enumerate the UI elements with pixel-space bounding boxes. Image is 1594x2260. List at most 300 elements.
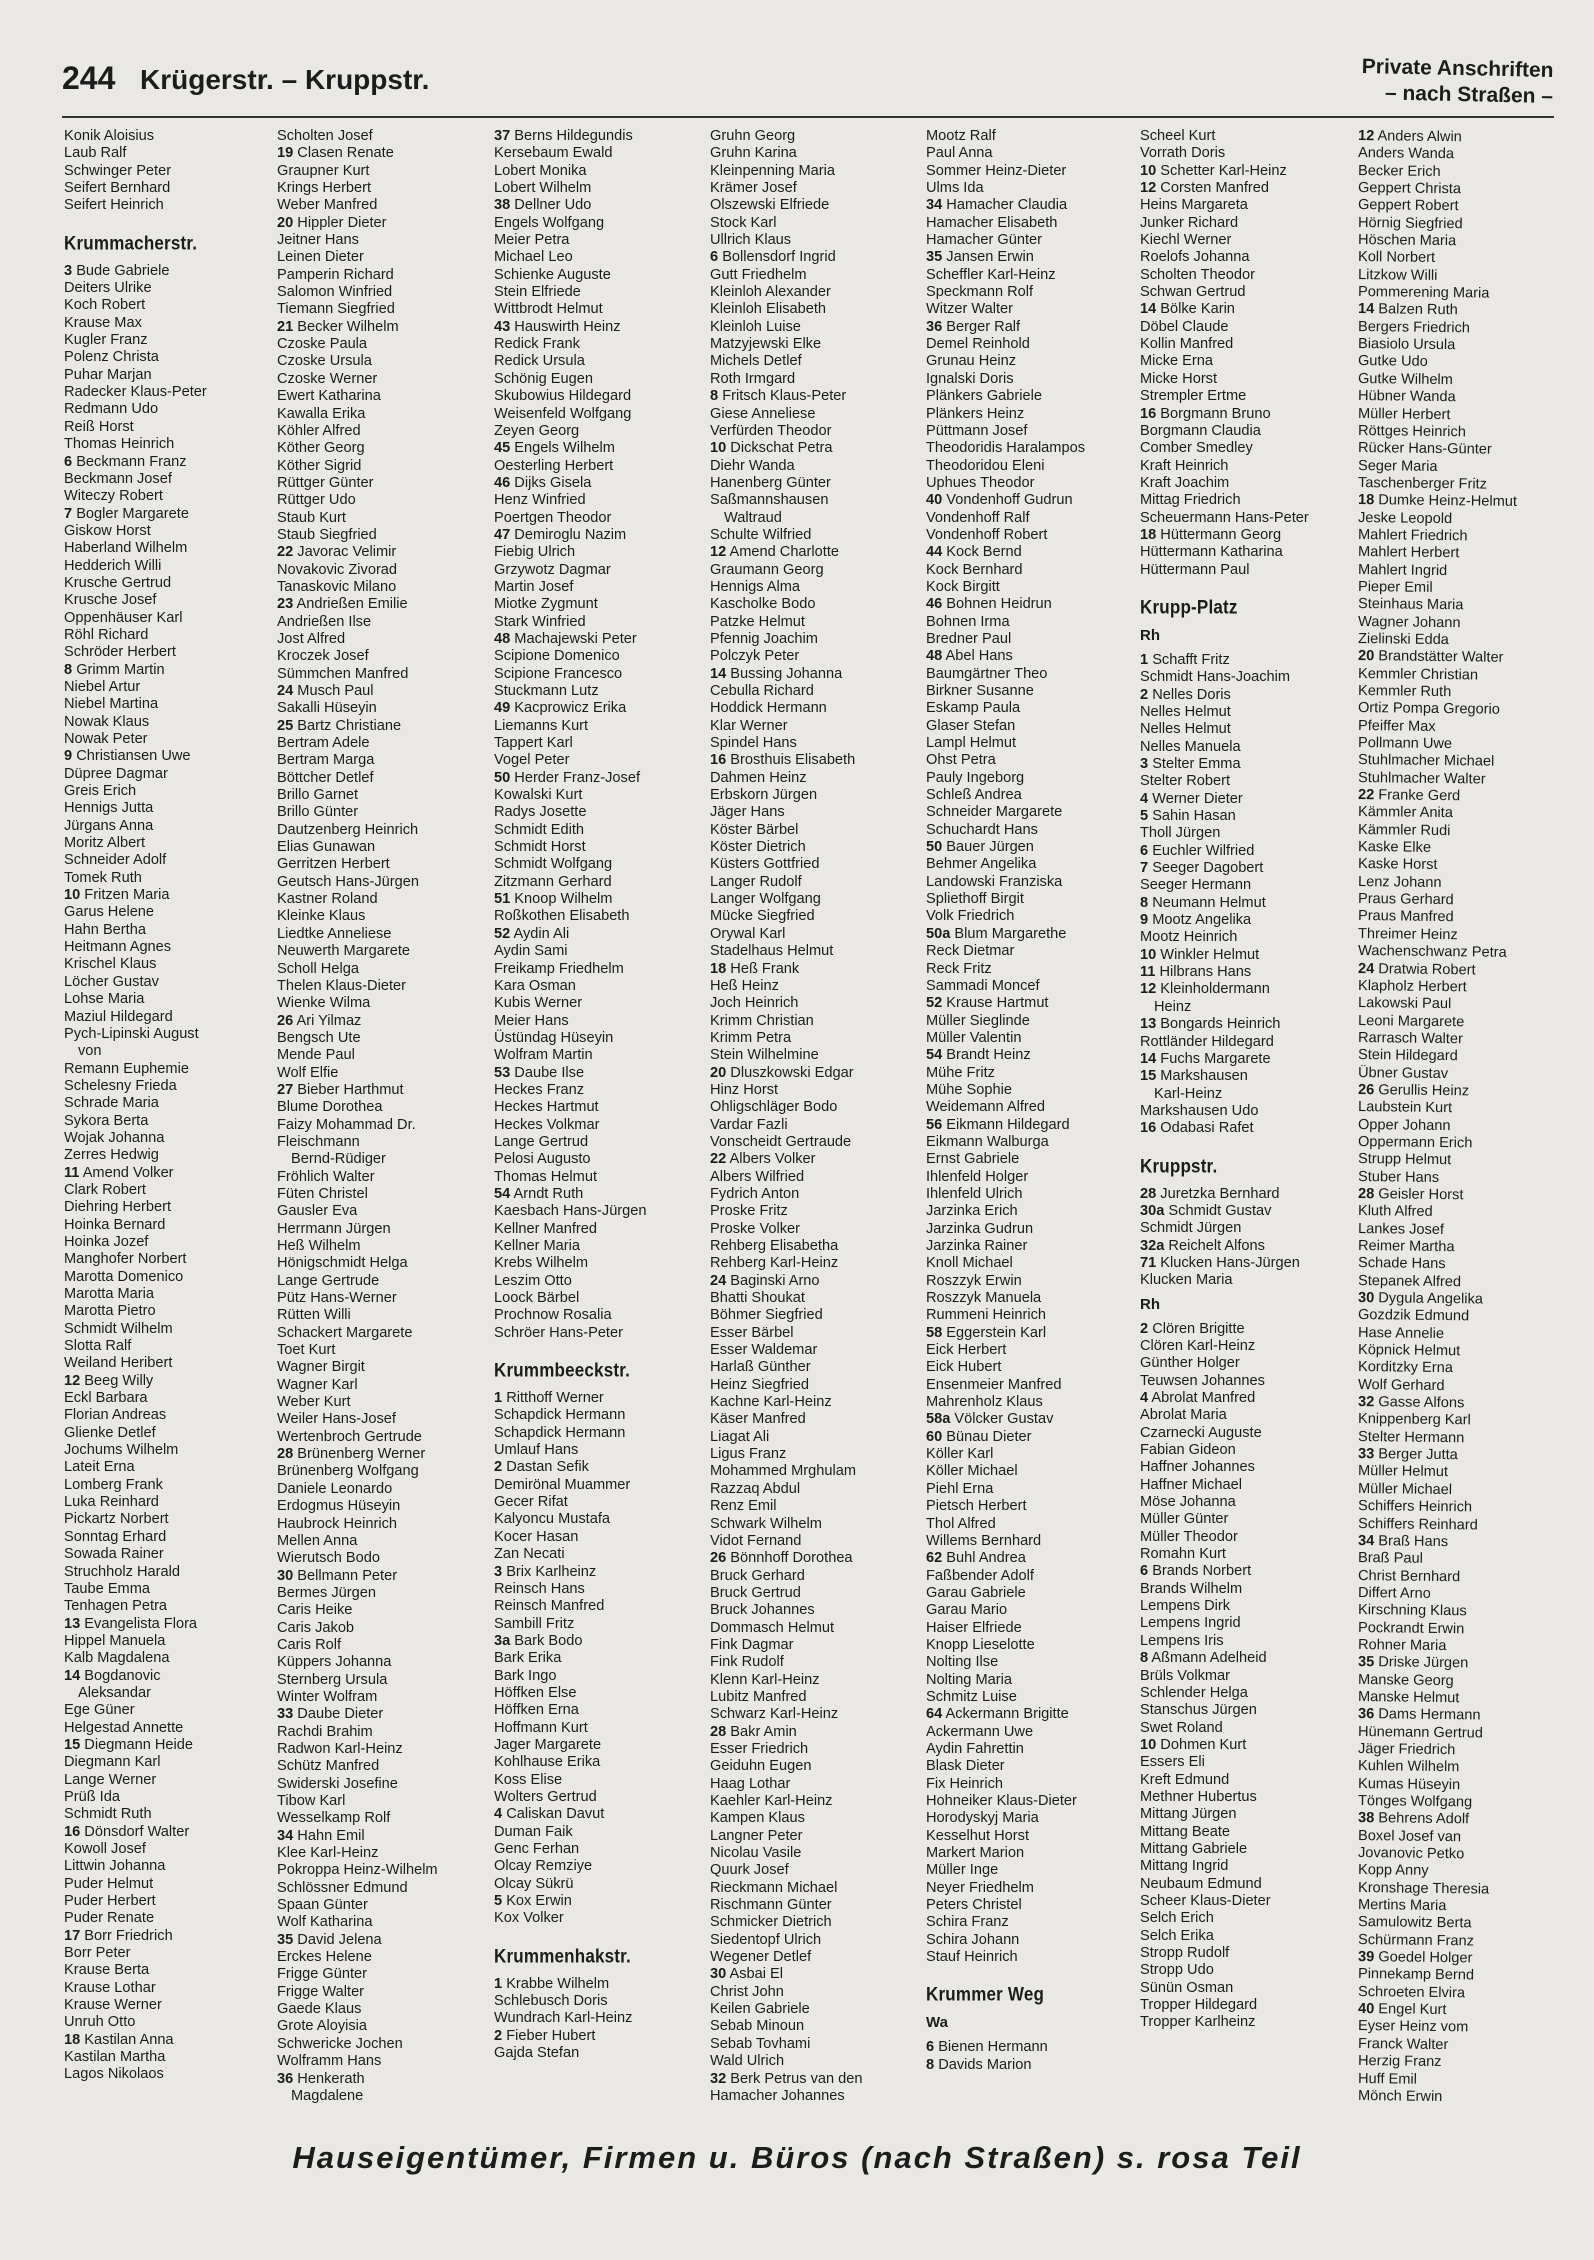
list-item [710, 1342, 924, 1359]
resident-name: Kaske Elke [1358, 839, 1432, 856]
resident-name: Hippel Manuela [64, 1632, 166, 1649]
list-item [277, 1221, 491, 1238]
resident-name: Baumgärtner Theo [926, 665, 1048, 682]
resident-name: Fydrich Anton [710, 1185, 800, 1202]
list-item [926, 1758, 1140, 1775]
list-item [710, 631, 924, 648]
list-item [64, 2032, 278, 2049]
resident-name: Geppert Christa [1358, 180, 1462, 198]
list-item [277, 891, 491, 908]
resident-name: Kluth Alfred [1358, 1203, 1433, 1221]
list-item [710, 1585, 924, 1602]
resident-name: Differt Arno [1358, 1584, 1431, 1602]
resident-name: Javorac Velimir [297, 544, 397, 561]
resident-name: Lampl Helmut [926, 735, 1017, 752]
list-item [926, 1169, 1140, 1186]
list-item [494, 301, 708, 318]
resident-name: Hoffmann Kurt [494, 1719, 588, 1736]
resident-name: Korditzky Erna [1358, 1359, 1454, 1377]
list-item [64, 263, 278, 280]
house-number: 6 [926, 2039, 935, 2056]
resident-name: Nicolau Vasile [710, 1845, 802, 1862]
list-item [926, 1880, 1140, 1897]
resident-name: Dohmen Kurt [1160, 1736, 1247, 1753]
list-item [277, 1602, 491, 1619]
list-item [277, 926, 491, 943]
list-item [710, 1498, 924, 1515]
resident-name: Gutke Udo [1358, 353, 1428, 371]
list-item [64, 1286, 278, 1303]
resident-name: Rachdi Brahim [277, 1723, 373, 1740]
resident-name: Nolting Maria [926, 1671, 1012, 1688]
list-item [926, 787, 1140, 804]
list-item [64, 1355, 278, 1372]
list-item [494, 579, 708, 596]
list-item [277, 163, 491, 180]
list-item [926, 1585, 1140, 1602]
list-item [64, 2014, 278, 2031]
list-item [1140, 1980, 1354, 1997]
list-item [277, 735, 491, 752]
house-number: 28 [277, 1446, 294, 1463]
house-number: 24 [710, 1272, 727, 1289]
resident-name: Quurk Josef [710, 1862, 789, 1879]
resident-name: Erdogmus Hüseyin [277, 1498, 401, 1515]
house-number: 35 [1358, 1654, 1375, 1671]
resident-name: Blask Dieter [926, 1758, 1005, 1775]
list-item [277, 1810, 491, 1827]
resident-name: Jovanovic Petko [1358, 1845, 1465, 1863]
house-number: 27 [277, 1081, 294, 1098]
resident-name: Laubstein Kurt [1358, 1099, 1453, 1117]
resident-name: Braß Paul [1358, 1550, 1423, 1567]
resident-name: Hedderich Willi [64, 557, 162, 574]
resident-name: Winkler Helmut [1160, 946, 1260, 963]
list-item [710, 458, 924, 475]
list-item [1358, 1862, 1572, 1882]
resident-name: Unruh Otto [64, 2014, 136, 2031]
resident-name: Goedel Holger [1378, 1949, 1473, 1967]
resident-name: Lange Werner [64, 1771, 157, 1788]
list-item [64, 1130, 278, 1147]
resident-name: Grunau Heinz [926, 353, 1017, 370]
list-item [277, 1516, 491, 1533]
list-item [1140, 336, 1354, 353]
resident-name: Langner Peter [710, 1827, 803, 1844]
list-item [1358, 2088, 1572, 2108]
list-item [1140, 704, 1354, 721]
resident-name: Müller Günter [1140, 1511, 1229, 1528]
resident-name: Miotke Zygmunt [494, 596, 598, 613]
resident-name: Herder Franz-Josef [514, 769, 641, 786]
resident-name: Selch Erich [1140, 1910, 1214, 1927]
list-item [277, 440, 491, 457]
list-item [1140, 773, 1354, 790]
resident-name: Heß Heinz [710, 977, 779, 994]
house-number: 1 [1140, 651, 1149, 668]
list-item [494, 839, 708, 856]
resident-name: Klucken Maria [1140, 1272, 1233, 1289]
list-item [277, 2036, 491, 2053]
list-item [1140, 510, 1354, 527]
resident-name: Giese Anneliese [710, 405, 816, 422]
resident-name: Scheer Klaus-Dieter [1140, 1892, 1271, 1909]
list-item [926, 284, 1140, 301]
list-item [1140, 721, 1354, 738]
resident-name: Prüß Ida [64, 1788, 120, 1805]
resident-name: Kacprowicz Erika [514, 700, 627, 717]
resident-name: Essers Eli [1140, 1754, 1205, 1771]
resident-name: Röhl Richard [64, 626, 149, 643]
resident-name: Hohneiker Klaus-Dieter [926, 1793, 1077, 1809]
list-item [494, 926, 708, 943]
list-item [64, 454, 278, 471]
list-item [64, 367, 278, 384]
list-item [494, 1789, 708, 1806]
list-item [926, 1810, 1140, 1827]
resident-name: Micke Erna [1140, 353, 1213, 370]
house-number: 5 [1140, 808, 1149, 825]
resident-name: Wesselkamp Rolf [277, 1810, 391, 1827]
list-item [277, 2018, 491, 2035]
resident-name: Renz Emil [710, 1498, 777, 1515]
list-item [277, 752, 491, 769]
list-item [494, 197, 708, 214]
section-note-line1: Private Anschriften [1361, 54, 1554, 82]
resident-name: Geisler Horst [1378, 1186, 1464, 1204]
resident-name: Puder Helmut [64, 1875, 154, 1892]
resident-name: Krause Max [64, 314, 142, 331]
list-item [64, 1199, 278, 1216]
resident-name: Köther Sigrid [277, 457, 362, 474]
list-item [277, 1550, 491, 1567]
resident-name: Schade Hans [1358, 1255, 1446, 1273]
resident-name: Schmidt Jürgen [1140, 1220, 1242, 1237]
resident-name: Clasen Renate [297, 145, 394, 162]
resident-name: Esser Bärbel [710, 1324, 794, 1341]
list-item [277, 995, 491, 1012]
list-item [1140, 1858, 1354, 1875]
list-item [64, 349, 278, 366]
list-item [277, 1377, 491, 1394]
list-item [494, 1065, 708, 1082]
list-item [926, 388, 1140, 405]
list-item [64, 1564, 278, 1581]
resident-name: Karl-Heinz [1154, 1085, 1223, 1102]
list-item [710, 1932, 924, 1949]
list-item [64, 1477, 278, 1494]
list-item [710, 1810, 924, 1827]
list-item [926, 301, 1140, 318]
house-number: 10 [1140, 162, 1157, 179]
resident-name: Schwinger Peter [64, 162, 172, 179]
house-number: 14 [1140, 1050, 1157, 1067]
resident-name: Krimm Christian [710, 1012, 814, 1029]
resident-name: Nelles Helmut [1140, 703, 1231, 720]
list-item [494, 1186, 708, 1203]
resident-name: Prochnow Rosalia [494, 1307, 612, 1324]
resident-name: von [78, 1043, 102, 1060]
list-item [1140, 1841, 1354, 1858]
list-item [926, 908, 1140, 925]
column-6 [1140, 128, 1354, 2128]
list-item [926, 1082, 1140, 1099]
list-item [494, 544, 708, 561]
list-item [494, 1151, 708, 1168]
resident-name: Jansen Erwin [946, 249, 1034, 266]
house-number: 8 [1140, 894, 1149, 911]
list-item [1140, 1546, 1354, 1563]
list-item [1140, 180, 1354, 197]
resident-name: Kox Erwin [506, 1893, 572, 1910]
resident-name: Litzkow Willi [1358, 266, 1438, 284]
list-item [710, 2036, 924, 2053]
house-number: 18 [710, 960, 727, 977]
list-item [926, 1620, 1140, 1637]
list-item [1140, 652, 1354, 669]
list-item [494, 1459, 708, 1476]
resident-name: Schmidt Wilhelm [64, 1320, 173, 1337]
house-number: 8 [710, 388, 719, 405]
house-number: 34 [1358, 1532, 1375, 1550]
column-7 [1358, 128, 1572, 2128]
resident-name: Weber Manfred [277, 197, 378, 214]
list-item [710, 579, 924, 596]
list-item [1140, 1685, 1354, 1702]
resident-name: Küsters Gottfried [710, 856, 820, 873]
column-2 [277, 128, 491, 2128]
list-item [277, 1828, 491, 1845]
resident-name: Redick Frank [494, 336, 580, 353]
resident-name: Bienen Hermann [938, 2039, 1048, 2056]
resident-name: Schiffers Heinrich [1358, 1498, 1473, 1516]
list-item [710, 700, 924, 717]
resident-name: Berk Petrus van den [730, 2070, 863, 2087]
list-item [710, 1862, 924, 1879]
list-item [1140, 1650, 1354, 1667]
list-item [494, 908, 708, 925]
list-item [1140, 808, 1354, 825]
resident-name: Rummeni Heinrich [926, 1307, 1047, 1324]
resident-name: Proske Volker [710, 1220, 801, 1237]
list-item [64, 974, 278, 991]
list-item [710, 2088, 924, 2105]
list-item [710, 1914, 924, 1931]
resident-name: Nolting Ilse [926, 1654, 999, 1671]
list-item [1140, 1477, 1354, 1494]
resident-name: Radwon Karl-Heinz [277, 1740, 403, 1757]
resident-name: Küppers Johanna [277, 1654, 392, 1671]
house-number: 52 [494, 925, 511, 942]
list-item [926, 353, 1140, 370]
house-number: 71 [1140, 1254, 1157, 1271]
resident-name: Genc Ferhan [494, 1841, 580, 1857]
list-item [710, 1463, 924, 1480]
resident-name: Fritzen Maria [84, 887, 170, 904]
house-number: 22 [1358, 787, 1375, 804]
resident-name: Deiters Ulrike [64, 280, 152, 297]
resident-name: Umlauf Hans [494, 1442, 579, 1459]
house-number: 46 [494, 474, 511, 491]
resident-name: Kuhlen Wilhelm [1358, 1758, 1460, 1776]
resident-name: Saßmannshausen [710, 492, 829, 509]
house-number: 11 [64, 1164, 80, 1181]
resident-name: Speckmann Rolf [926, 284, 1034, 301]
list-item [1140, 1529, 1354, 1546]
resident-name: Methner Hubertus [1140, 1788, 1257, 1805]
list-item [494, 1976, 708, 1993]
list-item [926, 631, 1140, 648]
list-item [710, 145, 924, 162]
resident-name: Schuchardt Hans [926, 821, 1038, 838]
list-item [710, 1411, 924, 1428]
list-item [277, 874, 491, 891]
resident-name: Aleksandar [78, 1684, 152, 1701]
house-number: 2 [1140, 686, 1149, 703]
list-item [710, 1290, 924, 1307]
list-item [1358, 2053, 1572, 2073]
resident-name: Dahmen Heinz [710, 769, 807, 786]
resident-name: Vidot Fernand [710, 1532, 802, 1549]
resident-name: Kleinholdermann [1160, 981, 1270, 998]
resident-name: Beeg Willy [84, 1372, 154, 1389]
list-item [277, 1897, 491, 1914]
resident-name: Haffner Johannes [1140, 1459, 1255, 1476]
list-item [1140, 1321, 1354, 1338]
list-item [494, 1169, 708, 1186]
resident-name: Andrießen Ilse [277, 613, 372, 630]
list-item [277, 1099, 491, 1116]
list-item [277, 301, 491, 318]
resident-name: Huff Emil [1358, 2070, 1418, 2088]
resident-name: Tanaskovic Milano [277, 578, 397, 595]
list-item [277, 1862, 491, 1879]
resident-name: Puder Herbert [64, 1893, 156, 1910]
house-number: 26 [710, 1550, 727, 1567]
resident-name: Mittang Beate [1140, 1823, 1231, 1840]
list-item [926, 961, 1140, 978]
resident-name: Bergers Friedrich [1358, 318, 1471, 337]
resident-name: Henz Winfried [494, 492, 586, 509]
resident-name: Theodoridis Haralampos [926, 440, 1085, 457]
list-item [926, 1255, 1140, 1272]
list-item [710, 1117, 924, 1134]
resident-name: Jeske Leopold [1358, 509, 1453, 527]
resident-name: Kellner Maria [494, 1238, 580, 1254]
resident-name: Koch Robert [64, 297, 146, 314]
resident-name: Vogel Peter [494, 752, 570, 769]
house-number: 16 [1140, 405, 1157, 422]
resident-name: Kascholke Bodo [710, 596, 816, 613]
resident-name: Heinz Siegfried [710, 1376, 809, 1393]
list-item [1140, 1034, 1354, 1051]
resident-name: Thelen Klaus-Dieter [277, 977, 406, 994]
list-item [710, 232, 924, 249]
list-item [710, 319, 924, 336]
list-item [277, 1637, 491, 1654]
resident-name: Mittang Ingrid [1140, 1858, 1229, 1875]
list-item [64, 1962, 278, 1979]
list-item [1140, 562, 1354, 579]
resident-name: Laub Ralf [64, 145, 127, 162]
list-item [494, 180, 708, 197]
list-item [494, 2010, 708, 2027]
list-item [494, 1290, 708, 1307]
list-item [277, 458, 491, 475]
resident-name: Krebs Wilhelm [494, 1255, 589, 1272]
house-number: 3a [494, 1632, 511, 1649]
list-item [494, 614, 708, 631]
list-item [277, 856, 491, 873]
list-item [1140, 301, 1354, 318]
resident-name: Bölke Karin [1160, 301, 1235, 318]
list-item-continuation [1140, 999, 1354, 1016]
list-item [926, 1377, 1140, 1394]
list-item [494, 700, 708, 717]
resident-name: Sahin Hasan [1152, 808, 1236, 825]
list-item [1140, 1355, 1354, 1372]
resident-name: Werner Dieter [1152, 790, 1243, 807]
list-item [710, 267, 924, 284]
resident-name: Horodyskyj Maria [926, 1810, 1039, 1827]
resident-name: Albers Wilfried [710, 1168, 805, 1185]
house-number: 18 [1140, 526, 1157, 543]
list-item [277, 1013, 491, 1030]
resident-name: Ernst Gabriele [926, 1151, 1020, 1168]
resident-name: Gozdzik Edmund [1358, 1307, 1470, 1325]
list-item [277, 249, 491, 266]
resident-name: Markshausen [1160, 1068, 1248, 1085]
list-item [926, 1325, 1140, 1342]
list-item [1358, 440, 1572, 460]
resident-name: Haffner Michael [1140, 1476, 1242, 1493]
list-item [1140, 1910, 1354, 1927]
list-item [710, 1880, 924, 1897]
list-item [64, 145, 278, 162]
house-number: 46 [926, 596, 943, 613]
district-code: Rh [1140, 626, 1160, 644]
list-item [1140, 284, 1354, 301]
list-item [926, 1290, 1140, 1307]
list-item [494, 284, 708, 301]
list-item [277, 1325, 491, 1342]
list-item [64, 1997, 278, 2014]
resident-name: Fiebig Ulrich [494, 544, 576, 561]
resident-name: Arndt Ruth [513, 1185, 584, 1202]
list-item [926, 180, 1140, 197]
resident-name: Caris Rolf [277, 1636, 342, 1653]
list-item [710, 2018, 924, 2035]
list-item [926, 510, 1140, 527]
list-item [1140, 1668, 1354, 1685]
list-item [1358, 995, 1572, 1015]
list-item [710, 891, 924, 908]
list-item [494, 1633, 708, 1650]
list-item [710, 544, 924, 561]
list-item [1140, 1928, 1354, 1945]
house-number: 15 [64, 1736, 81, 1753]
resident-name: Proske Fritz [710, 1203, 788, 1220]
list-item [64, 852, 278, 869]
resident-name: Sykora Berta [64, 1112, 149, 1129]
resident-name: Schelesny Frieda [64, 1077, 177, 1094]
list-item [494, 1720, 708, 1737]
list-item [710, 1203, 924, 1220]
resident-name: Moritz Albert [64, 835, 146, 852]
resident-name: Romahn Kurt [1140, 1546, 1226, 1563]
list-item [710, 301, 924, 318]
resident-name: Schrade Maria [64, 1095, 159, 1112]
